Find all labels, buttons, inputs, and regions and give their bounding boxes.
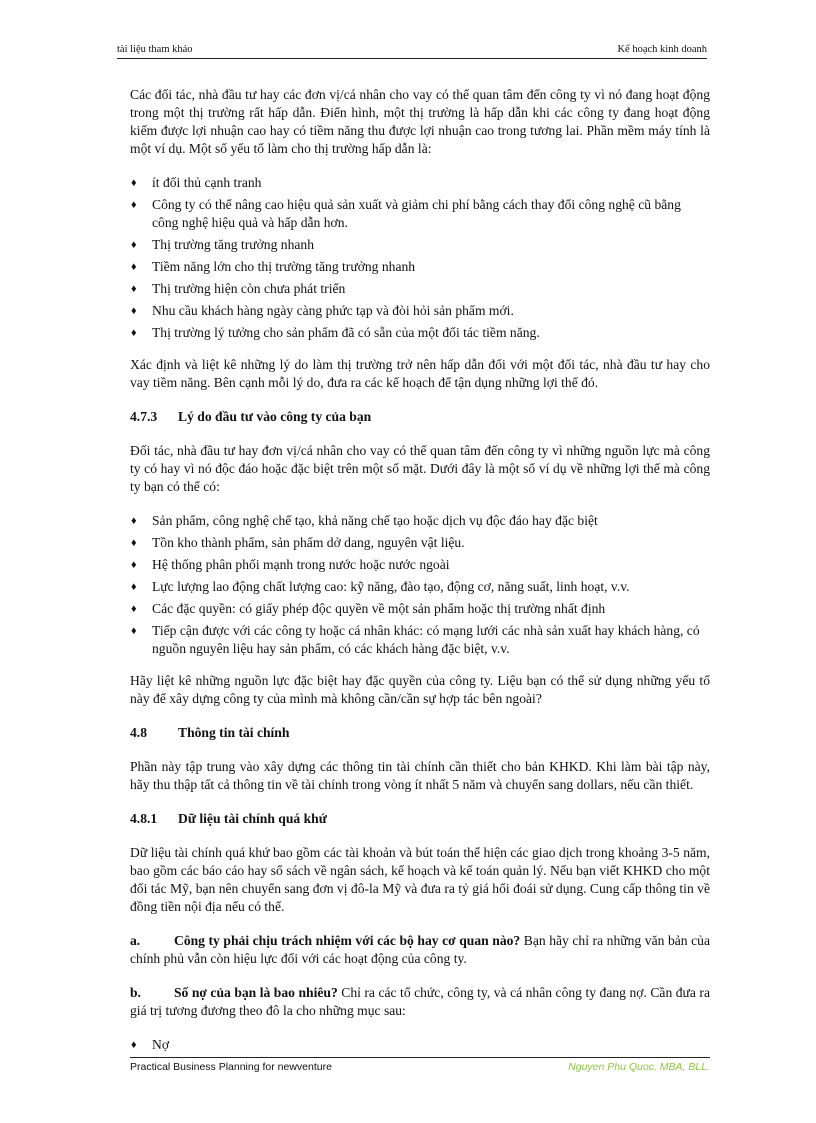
section-4-7-3-paragraph: Đối tác, nhà đầu tư hay đơn vị/cá nhân cho vay có thể quan tâm đến công ty vì những nguồn lực mà công ty có hay vì nó độc đáo hoặc đặc biệt trên một số mặt. Dưới đây là một số ví dụ về những lợi thế mà công ty bạn có thể có: [130,443,710,494]
diamond-bullet-icon: ♦ [131,625,137,637]
list-item: ♦ Thị trường tăng trưởng nhanh [131,237,315,252]
list-item: ♦ Các đặc quyền: có giấy phép độc quyền về một sản phẩm hoặc thị trường nhất định [131,601,606,616]
diamond-bullet-icon: ♦ [131,581,137,593]
list-item: ♦ ít đối thủ cạnh tranh [131,175,262,190]
diamond-bullet-icon: ♦ [131,559,137,571]
document-body [130,86,710,1068]
list-item: ♦ Công ty có thể nâng cao hiệu quả sản xuất và giảm chi phí bằng cách thay đổi công nghệ cũ bằng công nghệ hiệu quả và hấp dẫn hơn. [131,197,681,230]
section-heading-4-8: 4.8 Thông tin tài chính [130,725,290,740]
diamond-bullet-icon: ♦ [131,283,137,295]
diamond-bullet-icon: ♦ [131,199,137,211]
intro-paragraph: Các đối tác, nhà đầu tư hay các đơn vị/cá nhân cho vay có thể quan tâm đến công ty vì nó đang hoạt động trong một thị trường rất hấp dẫn. Điển hình, một thị trường là hấp dẫn khi các công ty đang hoạt động kiếm được lợi nhuận cao hay có tiềm năng thu được lợi nhuận cao trong tương lai. Phần mềm máy tính là một ví dụ. Một số yếu tố làm cho thị trường hấp dẫn là: [130,87,710,156]
diamond-bullet-icon: ♦ [131,327,137,339]
diamond-bullet-icon: ♦ [131,305,137,317]
section-heading-4-8-1: 4.8.1 Dữ liệu tài chính quá khứ [130,811,327,826]
debt-list [130,1036,710,1054]
diamond-bullet-icon: ♦ [131,261,137,273]
section-4-8-paragraph: Phần này tập trung vào xây dựng các thông tin tài chính cần thiết cho bản KHKD. Khi làm bài tập này, hãy thu thập tất cả thông tin về tài chính trong vòng ít nhất 5 năm và chuyển sang dollars, nếu cần thiết. [130,759,710,792]
list-item: ♦ Lực lượng lao động chất lượng cao: kỹ năng, đào tạo, động cơ, năng suất, linh hoạt, v.v. [131,579,630,594]
list-item: ♦ Nhu cầu khách hàng ngày càng phức tạp và đòi hỏi sản phẩm mới. [131,303,514,318]
section-4-8-1-paragraph: Dữ liệu tài chính quá khứ bao gồm các tài khoản và bút toán thể hiện các giao dịch trong khoảng 3-5 năm, bao gồm các báo cáo hay sổ sách về ngân sách, kế hoạch và kế toán quản lý. Nếu bạn viết KHKD cho một đối tác Mỹ, bạn nên chuyển sang đơn vị đô-la Mỹ và đưa ra tỷ giá hối đoái sử dụng. Cung cấp thông tin về đồng tiền nội địa nếu có thể. [130,845,710,914]
resources-paragraph: Hãy liệt kê những nguồn lực đặc biệt hay đặc quyền của công ty. Liệu bạn có thể sử dụng những yếu tố này để xây dựng công ty của mình mà không cần/cần sự hợp tác bên ngoài? [130,673,710,706]
footer-author: Nguyen Phu Quoc, MBA, BLL. [568,1061,710,1073]
diamond-bullet-icon: ♦ [131,177,137,189]
header-left: tài liệu tham khảo [117,44,193,55]
page-footer [130,1057,710,1073]
resources-list [130,512,710,658]
item-b: b. Số nợ của bạn là bao nhiêu? Chỉ ra các tổ chức, công ty, và cá nhân công ty đang nợ. Cần đưa ra giá trị tương đương theo đô la cho những mục sau: [130,985,710,1018]
footer-left: Practical Business Planning for newventure [130,1061,332,1073]
diamond-bullet-icon: ♦ [131,1039,137,1051]
diamond-bullet-icon: ♦ [131,603,137,615]
list-item: ♦ Sản phẩm, công nghệ chế tạo, khả năng chế tạo hoặc dịch vụ độc đáo hay đặc biệt [131,513,598,528]
list-item: ♦ Thị trường hiện còn chưa phát triển [131,281,346,296]
diamond-bullet-icon: ♦ [131,515,137,527]
page-header [117,44,707,59]
diamond-bullet-icon: ♦ [131,537,137,549]
section-heading-4-7-3: 4.7.3 Lý do đầu tư vào công ty của bạn [130,409,372,424]
list-item: ♦ Nợ [131,1037,170,1052]
list-item: ♦ Tiềm năng lớn cho thị trường tăng trưởng nhanh [131,259,416,274]
market-factors-list [130,174,710,342]
list-item: ♦ Thị trường lý tưởng cho sản phẩm đã có sẵn của một đối tác tiềm năng. [131,325,540,340]
item-a: a. Công ty phải chịu trách nhiệm với các bộ hay cơ quan nào? Bạn hãy chỉ ra những văn bản của chính phủ vẫn còn hiệu lực đối với các hoạt động của công ty. [130,933,710,966]
list-item: ♦ Tiếp cận được với các công ty hoặc cá nhân khác: có mạng lưới các nhà sản xuất hay khách hàng, có nguồn nguyên liệu hay sản phẩm, có các khách hàng đặc biệt, v.v. [131,623,700,656]
header-right: Kế hoạch kinh doanh [617,44,707,55]
market-paragraph: Xác định và liệt kê những lý do làm thị trường trở nên hấp dẫn đối với một đối tác, nhà đầu tư hay cho vay tiềm năng. Bên cạnh mỗi lý do, đưa ra các kế hoạch để tận dụng những lợi thế đó. [130,357,710,390]
diamond-bullet-icon: ♦ [131,239,137,251]
list-item: ♦ Tồn kho thành phẩm, sản phẩm dở dang, nguyên vật liệu. [131,535,465,550]
list-item: ♦ Hệ thống phân phối mạnh trong nước hoặc nước ngoài [131,557,450,572]
